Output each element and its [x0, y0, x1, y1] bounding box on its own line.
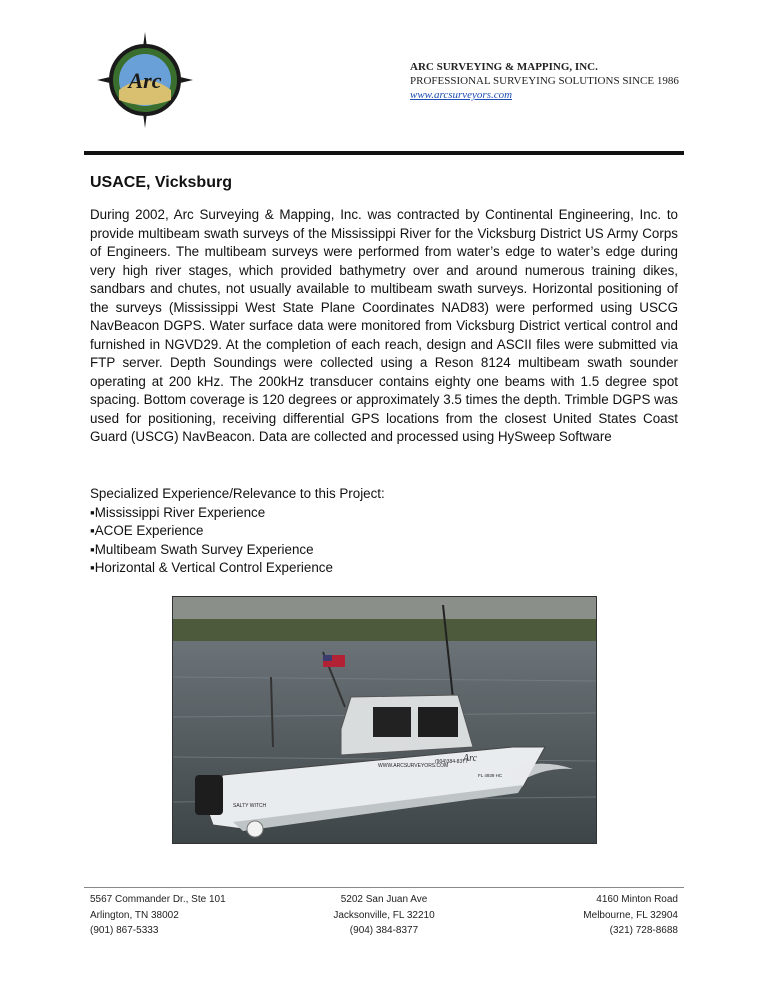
specialized-heading: Specialized Experience/Relevance to this Project:: [90, 486, 385, 501]
specialized-experience: [90, 485, 385, 578]
company-tagline: PROFESSIONAL SURVEYING SOLUTIONS SINCE 1986: [410, 75, 679, 87]
office-phone: (901) 867-5333: [90, 925, 159, 936]
boat-hull-text: WWW.ARCSURVEYORS.COM: [378, 763, 449, 769]
office-street: 4160 Minton Road: [596, 894, 678, 905]
boat-phone: (904)384-8377: [435, 759, 468, 765]
footer-office-jacksonville: [300, 892, 468, 939]
list-item: ▪ACOE Experience: [90, 523, 204, 539]
company-name: ARC SURVEYING & MAPPING, INC.: [410, 61, 598, 73]
project-description: During 2002, Arc Surveying & Mapping, Inc. was contracted by Continental Engineering, Inc. to provide multibeam swath surveys of the Mississippi River for the Vicksburg District US Army Corps of Engineers. The multibeam surveys were performed from water’s edge to water’s edge during very high river stages, which provided bathymetry over and around numerous training dikes, sandbars and chutes, not usually available to multibeam swath surveys. Horizontal positioning of the surveys (Mississippi West State Plane Coordinates NAD83) were performed using USCG NavBeacon DGPS. Water surface data were monitored from Vicksburg District vertical control and furnished in NGVD29. At the completion of each reach, design and ASCII files were submitted via FTP server. Depth Soundings were collected using a Reson 8124 multibeam swath sounder operating at 200 kHz. The 200kHz transducer contains eighty one beams with 1.5 degree spot spacing. Bottom coverage is 120 degrees or approximately 3.5 times the depth. Trimble DGPS was used for positioning, receiving differential GPS locations from the closest United States Coast Guard (USCG) NavBeacon. Data are collected and processed using HySweep Software: [90, 207, 678, 444]
boat-registration: FL 4939 HC: [478, 773, 503, 778]
office-city: Arlington, TN 38002: [90, 909, 179, 921]
boat-name: SALTY WITCH: [233, 803, 267, 809]
header-divider: [84, 151, 684, 155]
office-phone: (904) 384-8377: [349, 925, 419, 936]
page-title: USACE, Vicksburg: [90, 174, 232, 191]
office-city: Jacksonville, FL 32210: [333, 909, 435, 921]
footer-office-melbourne: [583, 892, 678, 939]
company-website-link[interactable]: www.arcsurveyors.com: [410, 89, 513, 101]
footer-office-arlington: [90, 892, 226, 939]
survey-boat-photo: [172, 596, 597, 844]
company-logo: [95, 30, 195, 130]
list-item: ▪Multibeam Swath Survey Experience: [90, 541, 314, 557]
footer-divider: [84, 887, 684, 888]
list-item: ▪Horizontal & Vertical Control Experience: [90, 560, 333, 576]
office-phone: (321) 728-8688: [609, 925, 678, 936]
company-info: [410, 60, 679, 102]
list-item: ▪Mississippi River Experience: [90, 504, 266, 520]
boat-logo: Arc: [463, 753, 478, 764]
logo-text: Arc: [128, 68, 162, 93]
office-street: 5202 San Juan Ave: [340, 894, 428, 905]
office-street: 5567 Commander Dr., Ste 101: [90, 894, 226, 905]
office-city: Melbourne, FL 32904: [583, 909, 678, 921]
